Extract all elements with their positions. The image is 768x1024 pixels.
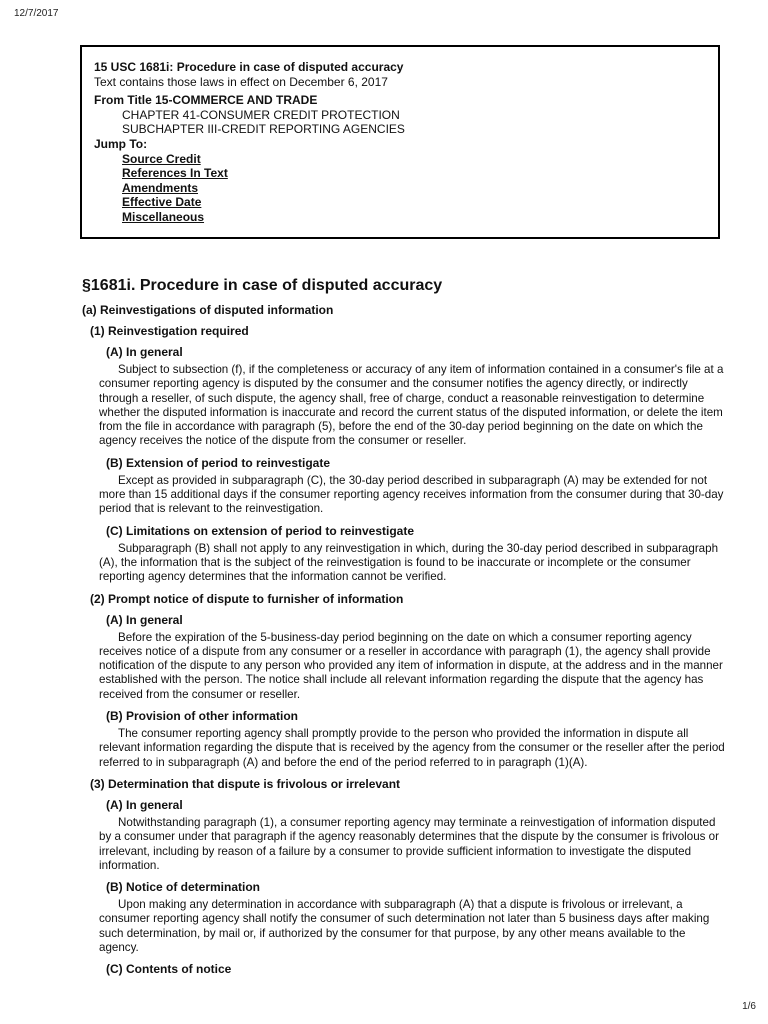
effective-note: Text contains those laws in effect on December 6, 2017 [94,74,388,89]
document-header-box [80,45,720,239]
p2-subparagraph-a-heading: (A) In general [106,612,183,627]
p3-subparagraph-b-text: Upon making any determination in accordance with subparagraph (A) that a dispute is frivolous or irrelevant, a consumer reporting agency shall notify the consumer of such determination not later than 5 business days after making such determination, by mail or, if authorized by the consumer for that purpose, by any other means available to the agency. [99,898,710,955]
paragraph-3-heading: (3) Determination that dispute is frivolous or irrelevant [90,776,401,791]
p3-subparagraph-a-heading: (A) In general [106,797,183,812]
p3-subparagraph-a-text: Notwithstanding paragraph (1), a consumer reporting agency may terminate a reinvestigation of information disputed by a consumer under that paragraph if the agency reasonably determines that the dispute by the consumer is frivolous or irrelevant, including by reason of a failure by a consumer to provide sufficient information to investigate the disputed information. [99,815,719,872]
p2-subparagraph-b-heading: (B) Provision of other information [106,709,298,724]
chapter-line: CHAPTER 41-CONSUMER CREDIT PROTECTION [122,107,400,122]
paragraph-2-heading: (2) Prompt notice of dispute to furnisher of information [90,591,404,606]
p1-subparagraph-a-heading: (A) In general [106,345,183,359]
subsection-a-heading: (a) Reinvestigations of disputed information [82,303,334,317]
p1-subparagraph-a-text: Subject to subsection (f), if the completeness or accuracy of any item of information contained in a consumer's file at a consumer reporting agency is disputed by the consumer and the consumer notifies the agency directly, or indirectly through a reseller, of such dispute, the agency shall, free of charge, conduct a reasonable reinvestigation to determine whether the disputed information is inaccurate and record the current status of the disputed information, or delete the item from the file in accordance with paragraph (5), before the end of the 30-day period beginning on the date on which the agency receives the notice of the dispute from the consumer or reseller. [99,363,724,448]
p3-subparagraph-c-heading: (C) Contents of notice [106,962,232,977]
document-title: 15 USC 1681i: Procedure in case of disputed accuracy [94,60,404,74]
p1-subparagraph-c-heading: (C) Limitations on extension of period to reinvestigate [106,523,415,538]
section-title: §1681i. Procedure in case of disputed accuracy [82,277,443,294]
p1-subparagraph-c-text: Subparagraph (B) shall not apply to any reinvestigation in which, during the 30-day period described in subparagraph (A), the information that is the subject of the reinvestigation is found to be inaccurate or incomplete or the consumer reporting agency determines that the information cannot be verified. [99,541,719,584]
jump-link-source-credit[interactable]: Source Credit [122,151,201,166]
p3-subparagraph-b-heading: (B) Notice of determination [106,880,261,895]
jump-link-effective-date[interactable]: Effective Date [122,195,202,210]
jump-link-miscellaneous[interactable]: Miscellaneous [122,209,205,224]
subchapter-line: SUBCHAPTER III-CREDIT REPORTING AGENCIES [122,122,405,137]
from-title: From Title 15-COMMERCE AND TRADE [94,93,318,108]
p2-subparagraph-a-text: Before the expiration of the 5-business-day period beginning on the date on which a consumer reporting agency receives notice of a dispute from any consumer or a reseller in accordance with paragraph (1), the agency shall provide notification of the dispute to any person who provided any item of information in dispute, at the address and in the manner established with the person. The notice shall include all relevant information regarding the dispute that the agency has received from the consumer or reseller. [99,630,723,701]
paragraph-1-heading: (1) Reinvestigation required [90,324,249,338]
print-date: 12/7/2017 [14,8,59,19]
jump-link-amendments[interactable]: Amendments [122,180,199,195]
p1-subparagraph-b-heading: (B) Extension of period to reinvestigate [106,455,331,470]
p2-subparagraph-b-text: The consumer reporting agency shall promptly provide to the person who provided the information in dispute all relevant information regarding the dispute that is received by the agency from the consumer or the reseller after the period referred to in subparagraph (A) and before the end of the period referred to in paragraph (1)(A). [99,727,725,769]
jump-to-label: Jump To: [94,136,148,151]
section-content [82,276,725,980]
p1-subparagraph-b-text: Except as provided in subparagraph (C), the 30-day period described in subparagraph (A) may be extended for not more than 15 additional days if the consumer reporting agency receives information from the consumer during that 30-day period that is relevant to the reinvestigation. [99,473,724,516]
jump-link-references-in-text[interactable]: References In Text [122,166,228,181]
page-number: 1/6 [742,1001,756,1012]
